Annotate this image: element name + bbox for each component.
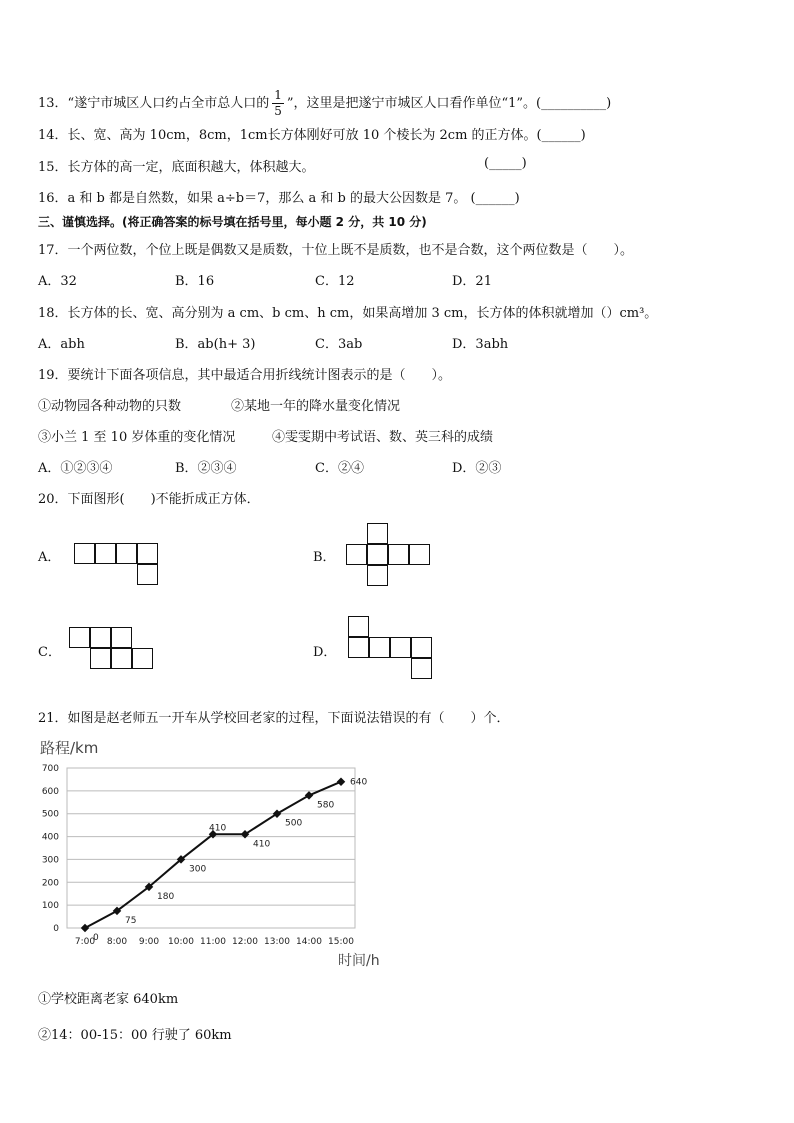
question-14: 14．长、宽、高为 10cm，8cm，1cm长方体刚好可放 10 个棱长为 2cm 的正方体。(______) — [38, 128, 586, 143]
chart-y-tick-label: 500 — [41, 809, 59, 820]
q19-item-3: ③小兰 1 至 10 岁体重的变化情况 — [38, 430, 236, 445]
chart-y-tick-label: 0 — [53, 924, 59, 934]
q19-item-1: ①动物园各种动物的只数 — [38, 399, 182, 414]
chart-data-point — [337, 777, 345, 785]
chart-data-label: 75 — [125, 915, 137, 926]
q19-option-d[interactable]: D．②③ — [452, 461, 502, 476]
question-17: 17．一个两位数，个位上既是偶数又是质数，十位上既不是质数，也不是合数，这个两位数是（ ）。 — [38, 243, 634, 258]
chart-x-axis-title: 时间/h — [338, 953, 380, 969]
q18-option-c[interactable]: C．3ab — [315, 337, 363, 352]
q19-item-4: ④雯雯期中考试语、数、英三科的成绩 — [272, 430, 494, 445]
chart-data-label: 410 — [253, 839, 271, 850]
fraction-numerator: 1 — [274, 88, 282, 102]
q17-option-b[interactable]: B．16 — [175, 274, 215, 289]
q18-option-d[interactable]: D．3abh — [452, 337, 509, 352]
section-3-heading: 三、谨慎选择。(将正确答案的标号填在括号里，每小题 2 分，共 10 分) — [38, 215, 427, 229]
chart-x-tick-label: 11:00 — [200, 937, 226, 947]
fraction-denominator: 5 — [274, 104, 282, 118]
q17-option-c[interactable]: C．12 — [315, 274, 355, 289]
chart-y-tick-label: 300 — [41, 855, 59, 866]
chart-plot-frame — [67, 768, 355, 928]
chart-x-tick-label: 13:00 — [264, 937, 290, 947]
distance-time-line-chart — [34, 735, 394, 975]
fraction-one-fifth — [272, 88, 284, 119]
q18-option-a[interactable]: A．abh — [38, 337, 85, 352]
chart-x-tick-label: 8:00 — [106, 937, 128, 947]
chart-y-tick-label: 200 — [41, 878, 59, 889]
q15-text: 15．长方体的高一定，底面积越大，体积越大。 — [38, 160, 315, 175]
chart-x-tick-label: 9:00 — [138, 937, 160, 947]
chart-x-tick-label: 7:00 — [74, 937, 96, 947]
question-16: 16．a 和 b 都是自然数，如果 a÷b＝7，那么 a 和 b 的最大公因数是 7。 (______) — [38, 191, 520, 206]
question-20: 20．下面图形( )不能折成正方体． — [38, 492, 260, 507]
chart-y-tick-label: 600 — [41, 786, 59, 797]
chart-y-axis-title: 路程/km — [40, 739, 99, 757]
chart-y-tick-label: 100 — [41, 901, 59, 912]
q21-statement-2: ②14：00-15：00 行驶了 60km — [38, 1028, 232, 1043]
q19-item-2: ②某地一年的降水量变化情况 — [231, 399, 401, 414]
q13-text-pre: 13．“遂宁市城区人口约占全市总人口的 — [38, 96, 270, 111]
q21-statement-1: ①学校距离老家 640km — [38, 992, 179, 1007]
question-18: 18．长方体的长、宽、高分别为 a cm、b cm、h cm，如果高增加 3 cm，长方体的体积就增加（）cm³。 — [38, 306, 658, 321]
chart-data-label: 180 — [157, 891, 175, 902]
chart-data-label: 300 — [189, 864, 207, 875]
question-13 — [38, 88, 611, 119]
chart-x-tick-label: 15:00 — [328, 937, 354, 947]
chart-data-label: 0 — [93, 933, 99, 943]
chart-data-point — [305, 791, 313, 799]
q17-option-d[interactable]: D．21 — [452, 274, 492, 289]
chart-data-label: 640 — [350, 777, 368, 788]
chart-data-point — [81, 924, 89, 932]
q20-label-b[interactable]: B． — [313, 550, 336, 565]
chart-data-label: 410 — [209, 823, 227, 834]
chart-x-tick-label: 14:00 — [296, 937, 322, 947]
chart-y-tick-label: 400 — [41, 832, 59, 843]
chart-y-tick-label: 700 — [41, 764, 59, 774]
q15-answer-blank[interactable]: (_____) — [484, 156, 527, 171]
question-15 — [38, 156, 315, 175]
q13-text-post: ”，这里是把遂宁市城区人口看作单位“1”。(__________) — [286, 96, 612, 111]
q20-label-c[interactable]: C． — [38, 645, 61, 660]
question-19: 19．要统计下面各项信息，其中最适合用折线统计图表示的是（ ）。 — [38, 368, 452, 383]
chart-data-label: 500 — [285, 818, 303, 829]
q18-option-b[interactable]: B．ab(h+ 3) — [175, 337, 256, 352]
q19-option-b[interactable]: B．②③④ — [175, 461, 237, 476]
q19-option-c[interactable]: C．②④ — [315, 461, 364, 476]
q19-option-a[interactable]: A．①②③④ — [38, 461, 113, 476]
chart-x-tick-label: 10:00 — [168, 937, 194, 947]
question-21: 21．如图是赵老师五一开车从学校回老家的过程，下面说法错误的有（ ）个． — [38, 711, 510, 726]
q20-label-d[interactable]: D． — [313, 645, 337, 660]
chart-data-label: 580 — [317, 800, 335, 811]
q17-option-a[interactable]: A．32 — [38, 274, 77, 289]
chart-series-line — [85, 782, 341, 928]
q20-label-a[interactable]: A． — [38, 550, 61, 565]
chart-x-tick-label: 12:00 — [232, 937, 258, 947]
